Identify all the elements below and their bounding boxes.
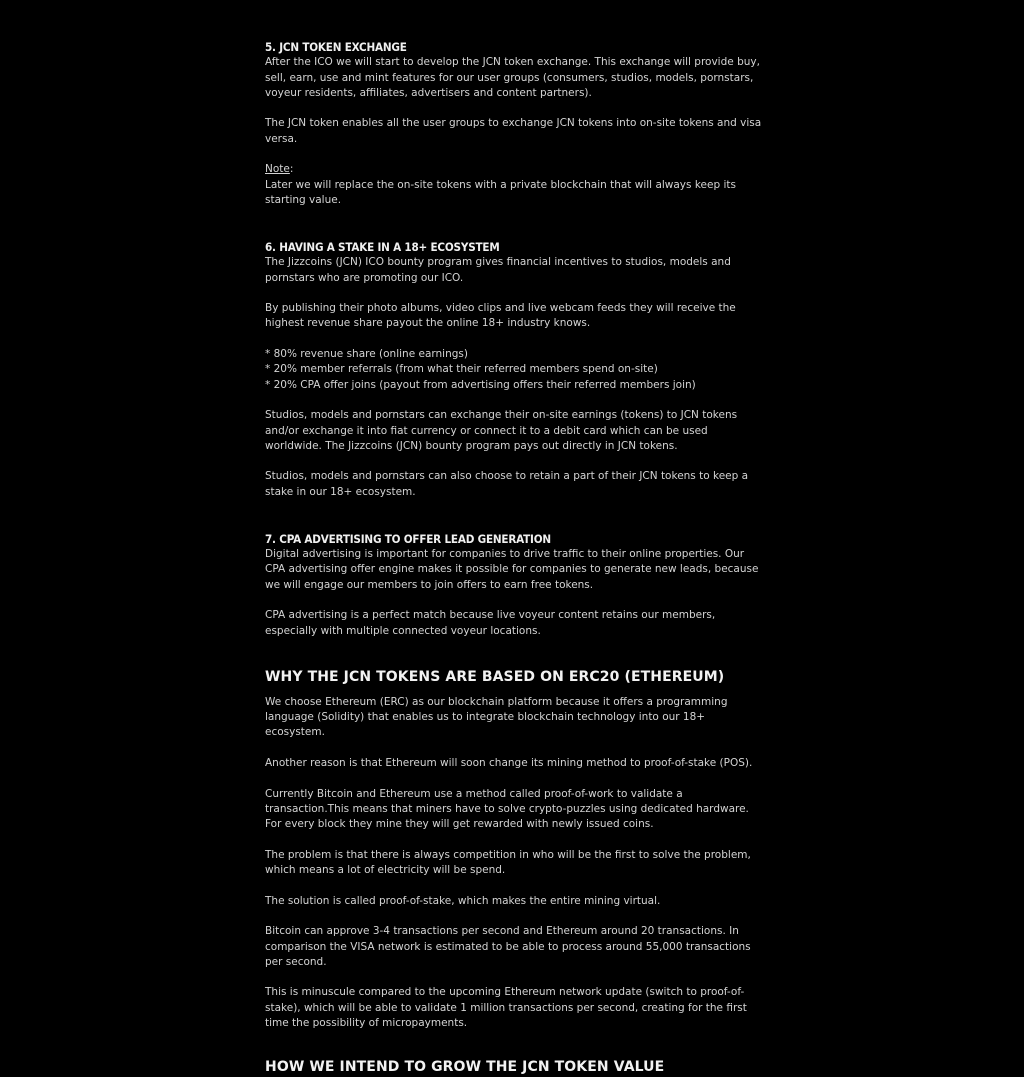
section-5-note <box>265 162 765 208</box>
erc20-paragraph-1: We choose Ethereum (ERC) as our blockchain platform because it offers a programming language (Solidity) that enables us to integrate blockchain technology into our 18+ ecosystem. <box>265 695 728 739</box>
section-5-paragraph-2: The JCN token enables all the user groups to exchange JCN tokens into on-site tokens and visa versa. <box>265 117 762 145</box>
erc20-heading: WHY THE JCN TOKENS ARE BASED ON ERC20 (ETHEREUM) <box>265 668 725 685</box>
note-label: Note <box>265 163 290 176</box>
section-6-paragraph-3: Studios, models and pornstars can exchange their on-site earnings (tokens) to JCN tokens and/or exchange it into fiat currency or connect it to a debit card which can be used worldwide. The Jizzcoins (JCN) bounty program pays out directly in JCN tokens. <box>265 409 738 452</box>
section-7-paragraph-2: CPA advertising is a perfect match because live voyeur content retains our members, especially with multiple connected voyeur locations. <box>265 609 716 637</box>
section-5-paragraph-1: After the ICO we will start to develop the JCN token exchange. This exchange will provide buy, sell, earn, use and mint features for our user groups (consumers, studios, models, pornstars, voyeur residents, affiliates, advertisers and content partners). <box>265 56 760 99</box>
erc20-paragraph-2: Another reason is that Ethereum will soon change its mining method to proof-of-stake (POS). <box>265 756 753 769</box>
section-7-title: 7. CPA ADVERTISING TO OFFER LEAD GENERATION <box>265 532 551 547</box>
bullet-item: * 20% CPA offer joins (payout from advertising offers their referred members join) <box>265 378 696 391</box>
bullet-item: * 80% revenue share (online earnings) <box>265 348 468 361</box>
section-grow <box>265 1057 765 1077</box>
section-6-paragraph-2: By publishing their photo albums, video clips and live webcam feeds they will receive the highest revenue share payout the online 18+ industry knows. <box>265 302 736 330</box>
note-text: Later we will replace the on-site tokens with a private blockchain that will always keep its starting value. <box>265 178 736 206</box>
section-5-title: 5. JCN TOKEN EXCHANGE <box>265 40 407 55</box>
grow-heading: HOW WE INTEND TO GROW THE JCN TOKEN VALUE <box>265 1059 665 1076</box>
bullet-item: * 20% member referrals (from what their referred members spend on-site) <box>265 363 658 376</box>
section-erc20 <box>265 667 765 1032</box>
section-6-bullets <box>265 347 765 393</box>
erc20-paragraph-4: The problem is that there is always competition in who will be the first to solve the problem, which means a lot of electricity will be spend. <box>265 848 751 877</box>
erc20-paragraph-3: Currently Bitcoin and Ethereum use a method called proof-of-work to validate a transaction.This means that miners have to solve crypto-puzzles using dedicated hardware. For every block they mine they will get rewarded with newly issued coins. <box>265 787 749 831</box>
section-6-paragraph-4: Studios, models and pornstars can also choose to retain a part of their JCN tokens to keep a stake in our 18+ ecosystem. <box>265 470 749 498</box>
section-7-paragraph-1: Digital advertising is important for companies to drive traffic to their online properties. Our CPA advertising offer engine makes it possible for companies to generate new leads, because we will engage our members to join offers to earn free tokens. <box>265 548 759 591</box>
section-6 <box>265 240 765 500</box>
note-colon: : <box>289 163 294 176</box>
erc20-paragraph-5: The solution is called proof-of-stake, which makes the entire mining virtual. <box>265 894 661 907</box>
partial-top-line <box>265 0 765 1</box>
section-7 <box>265 532 765 639</box>
erc20-paragraph-7: This is minuscule compared to the upcoming Ethereum network update (switch to proof-of-stake), which will be able to validate 1 million transactions per second, creating for the first time the possibility of micropayments. <box>265 986 747 1030</box>
section-6-paragraph-1: The Jizzcoins (JCN) ICO bounty program gives financial incentives to studios, models and pornstars who are promoting our ICO. <box>265 256 731 284</box>
section-5 <box>265 40 765 208</box>
section-6-title: 6. HAVING A STAKE IN A 18+ ECOSYSTEM <box>265 240 500 255</box>
article-column <box>265 0 765 1077</box>
erc20-paragraph-6: Bitcoin can approve 3-4 transactions per second and Ethereum around 20 transactions. In comparison the VISA network is estimated to be able to process around 55,000 transactions per second. <box>265 925 751 968</box>
